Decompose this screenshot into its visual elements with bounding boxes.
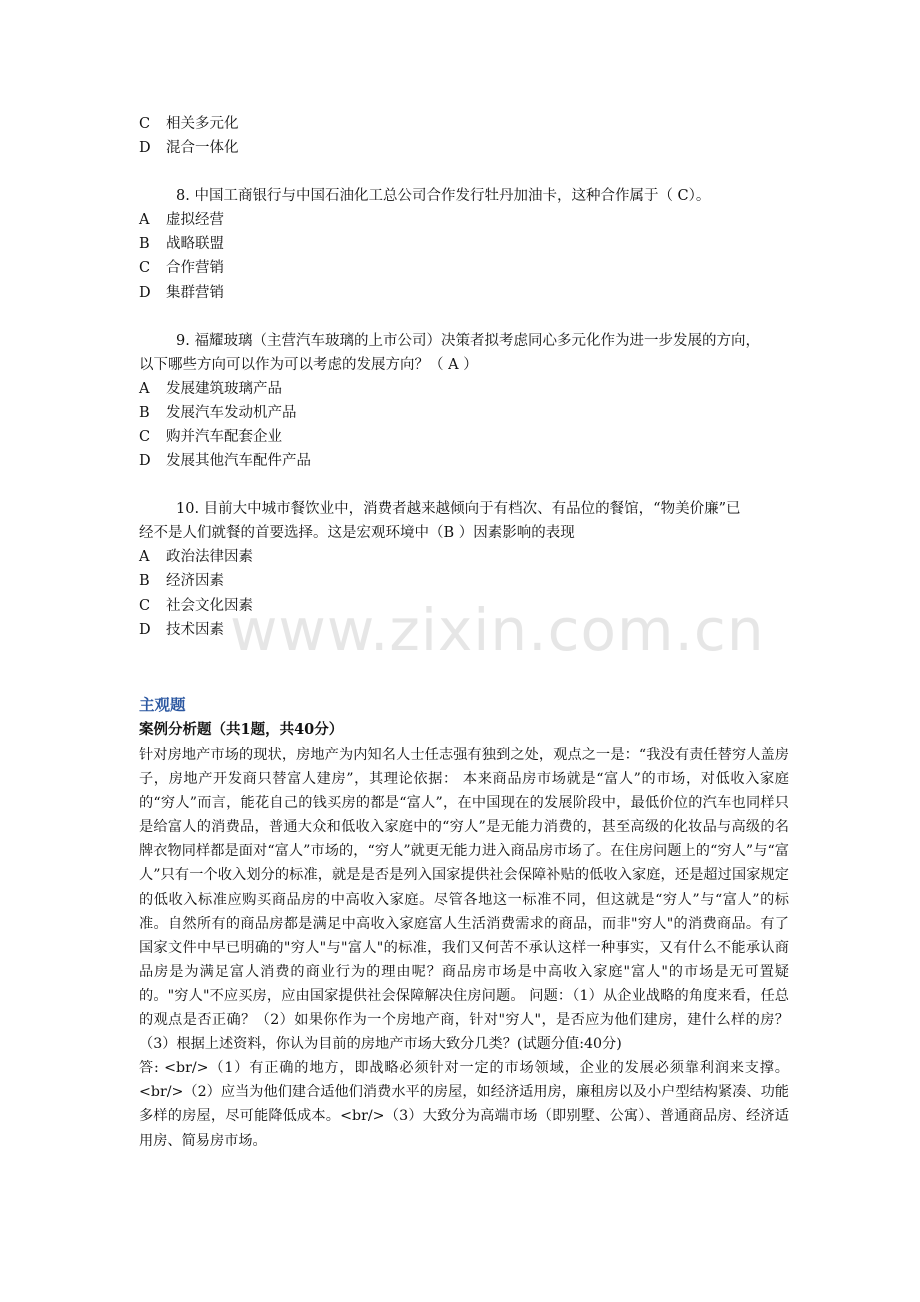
q7-option-d: D 混合一体化	[139, 140, 239, 156]
case-body	[139, 743, 789, 1153]
q8-option-a: A 虚拟经营	[139, 212, 224, 228]
q8-option-d: D 集群营销	[139, 285, 224, 301]
q9-option-c: C 购并汽车配套企业	[139, 429, 282, 445]
q9-option-d: D 发展其他汽车配件产品	[139, 453, 311, 469]
q9-option-a: A 发展建筑玻璃产品	[139, 381, 282, 397]
q10-stem-line2: 经不是人们就餐的首要选择。这是宏观环境中（B ）因素影响的表现	[139, 525, 575, 541]
q10-option-a: A 政治法律因素	[139, 549, 253, 565]
case-question: 针对房地产市场的现状，房地产为内知名人士任志强有独到之处，观点之一是：“我没有责任替穷人盖房子，房地产开发商只替富人建房”，其理论依据： 本来商品房市场就是“富人”的市场，对低收入家庭的“穷人”而言，能花自己的钱买房的都是“富人”，在中国现在的发展阶段中，最低价位的汽车也同样只是给富人的消费品，普通大众和低收入家庭中的“穷人”是无能力消费的，甚至高级的化妆品与高级的名牌衣物同样都是面对“富人”市场的，“穷人”就更无能力进入商品房市场了。在住房问题上的“穷人”与“富人”只有一个收入划分的标准，就是是否是列入国家提供社会保障补贴的低收入家庭，还是超过国家规定的低收入标准应购买商品房的中高收入家庭。尽管各地这一标准不同，但这就是“穷人”与“富人”的标准。自然所有的商品房都是满足中高收入家庭富人生活消费需求的商品，而非"穷人"的消费商品。有了国家文件中早已明确的"穷人"与"富人"的标准，我们又何苦不承认这样一种事实，又有什么不能承认商品房是为满足富人消费的商业行为的理由呢？商品房市场是中高收入家庭"富人"的市场是无可置疑的。"穷人"不应买房，应由国家提供社会保障解决住房问题。 问题：（1）从企业战略的角度来看，任总的观点是否正确？（2）如果你作为一个房地产商，针对"穷人"，是否应为他们建房，建什么样的房？（3）根据上述资料，你认为目前的房地产市场大致分几类？(试题分值:40分)	[139, 747, 789, 1053]
q8-option-b: B 战略联盟	[139, 236, 224, 252]
section-title: 主观题	[139, 695, 186, 714]
q10-stem-line1: 10. 目前大中城市餐饮业中，消费者越来越倾向于有档次、有品位的餐馆，“物美价廉”已	[176, 501, 741, 517]
q10-option-d: D 技术因素	[139, 622, 224, 638]
q8-option-c: C 合作营销	[139, 260, 224, 276]
q9-stem-line2: 以下哪些方向可以作为可以考虑的发展方向？（ A ）	[139, 357, 478, 373]
watermark: www.zixin.com.cn	[230, 596, 765, 664]
case-answer: 答: <br/>（1）有正确的地方，即战略必须针对一定的市场领域，企业的发展必须靠利润来支撑。<br/>（2）应当为他们建合适他们消费水平的房屋，如经济适用房，廉租房以及小户型结构紧凑、功能多样的房屋，尽可能降低成本。<br/>（3）大致分为高端市场（即别墅、公寓）、普通商品房、经济适用房、简易房市场。	[139, 1060, 789, 1149]
q9-option-b: B 发展汽车发动机产品	[139, 405, 297, 421]
q9-stem-line1: 9. 福耀玻璃（主营汽车玻璃的上市公司）决策者拟考虑同心多元化作为进一步发展的方向，	[176, 333, 760, 349]
q10-option-b: B 经济因素	[139, 573, 224, 589]
q7-option-c: C 相关多元化	[139, 116, 239, 132]
q8-stem: 8. 中国工商银行与中国石油化工总公司合作发行牡丹加油卡，这种合作属于（ C）。	[176, 188, 711, 204]
q10-option-c: C 社会文化因素	[139, 598, 253, 614]
section-subtitle: 案例分析题（共1题，共40分）	[139, 721, 344, 738]
